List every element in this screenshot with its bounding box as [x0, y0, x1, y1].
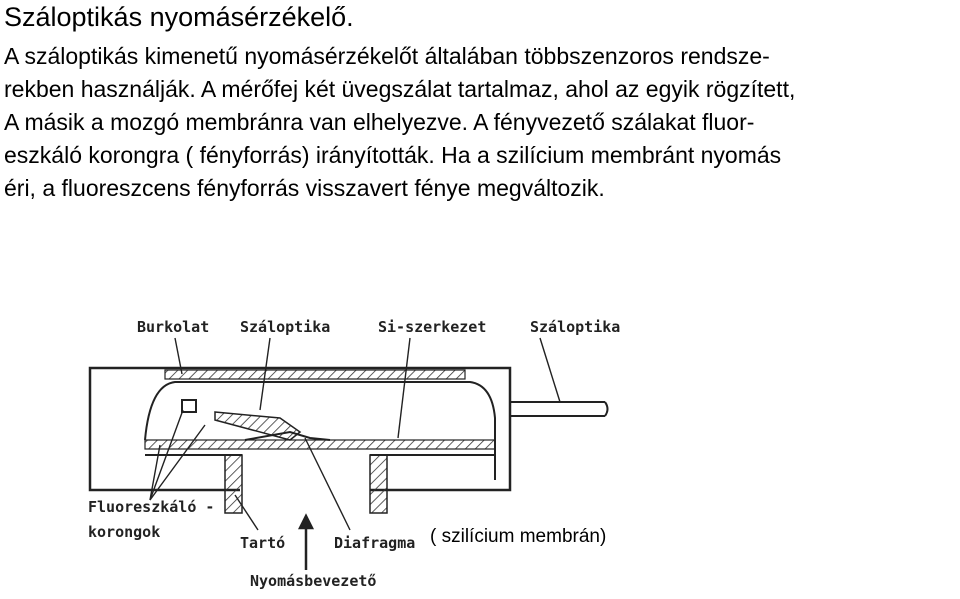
sensor-cross-section-diagram	[0, 290, 960, 599]
paragraph-line: A száloptikás kimenetű nyomásérzékelőt általában többszenzoros rendsze-	[4, 43, 770, 69]
support-right	[370, 455, 387, 513]
inner-cavity	[145, 382, 495, 480]
paragraph-line: A másik a mozgó membránra van elhelyezve. A fényvezető szálakat fluor-	[4, 109, 755, 135]
paragraph-line: eszkáló korongra ( fényforrás) irányították. Ha a szilícium membránt nyomás	[4, 142, 782, 168]
label-korongok: korongok	[88, 523, 161, 541]
label-diafragma: Diafragma	[334, 534, 416, 552]
fiber-tip-left	[215, 412, 300, 440]
support-left	[225, 455, 242, 513]
si-membrane	[145, 440, 495, 449]
label-burkolat: Burkolat	[137, 318, 210, 336]
body-paragraph	[4, 40, 959, 205]
pressure-inlet-arrow	[300, 516, 312, 570]
paragraph-line: éri, a fluoreszcens fényforrás visszavert fénye megváltozik.	[4, 175, 605, 201]
label-szaloptika-right: Száloptika	[530, 318, 621, 336]
fluorescent-disc	[182, 400, 196, 412]
housing-top-wall	[165, 370, 465, 379]
label-nyomasbevezeto: Nyomásbevezető	[250, 572, 377, 590]
membrane-caption: ( szilícium membrán)	[430, 526, 607, 547]
label-si-szerkezet: Si-szerkezet	[378, 318, 487, 336]
label-szaloptika-left: Száloptika	[240, 318, 331, 336]
label-tarto: Tartó	[240, 534, 286, 552]
fiber-right	[510, 402, 608, 416]
page-title: Száloptikás nyomásérzékelő.	[4, 2, 354, 32]
label-fluoreszkalo: Fluoreszkáló -	[88, 498, 215, 516]
paragraph-line: rekben használják. A mérőfej két üvegszálat tartalmaz, ahol az egyik rögzített,	[4, 76, 796, 102]
housing	[90, 368, 510, 490]
